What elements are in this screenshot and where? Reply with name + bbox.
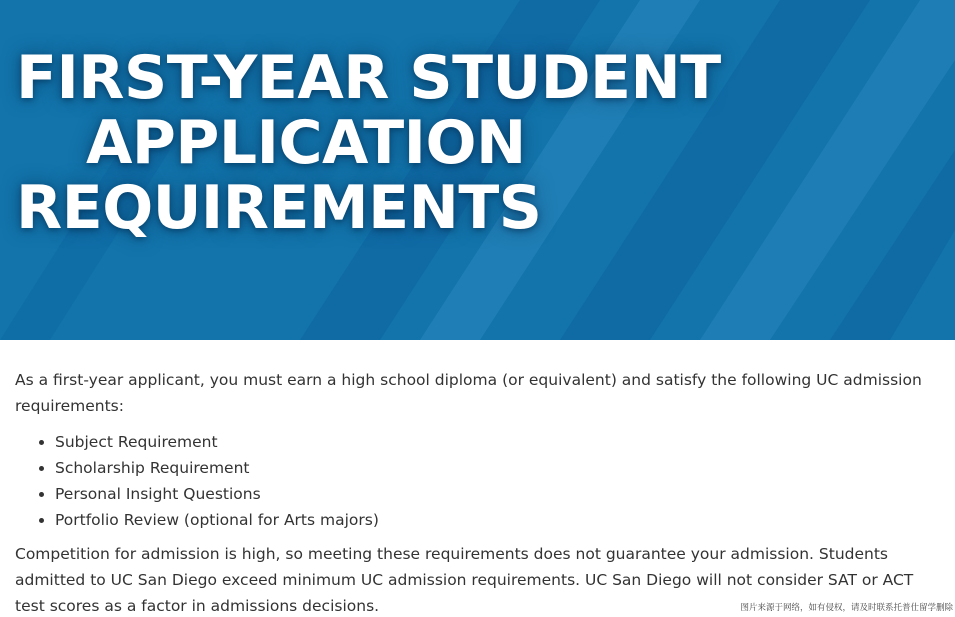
image-source-watermark: 图片来源于网络，如有侵权，请及时联系托普仕留学删除: [740, 603, 953, 613]
closing-paragraph: Competition for admission is high, so meeting these requirements does not guarantee your admission. Students admitted to UC San Diego exceed minimum UC admission requirements. UC San Diego will not consider SAT or ACT test scores as a factor in admissions decisions.: [15, 545, 914, 615]
intro-paragraph: As a first-year applicant, you must earn a high school diploma (or equivalent) and satisfy the following UC admission requirements:: [15, 371, 922, 415]
page-title-line-2: APPLICATION: [86, 108, 526, 178]
requirements-list: [15, 429, 945, 533]
page-title-line-1: FIRST-YEAR STUDENT: [16, 43, 721, 113]
page-title-line-3: REQUIREMENTS: [16, 173, 542, 243]
list-item: • Subject Requirement: [55, 429, 945, 455]
main-content: [15, 367, 945, 617]
list-item: • Scholarship Requirement: [55, 455, 945, 481]
list-item: • Portfolio Review (optional for Arts majors): [55, 507, 945, 533]
page-title: [16, 43, 721, 243]
list-item: • Personal Insight Questions: [55, 481, 945, 507]
